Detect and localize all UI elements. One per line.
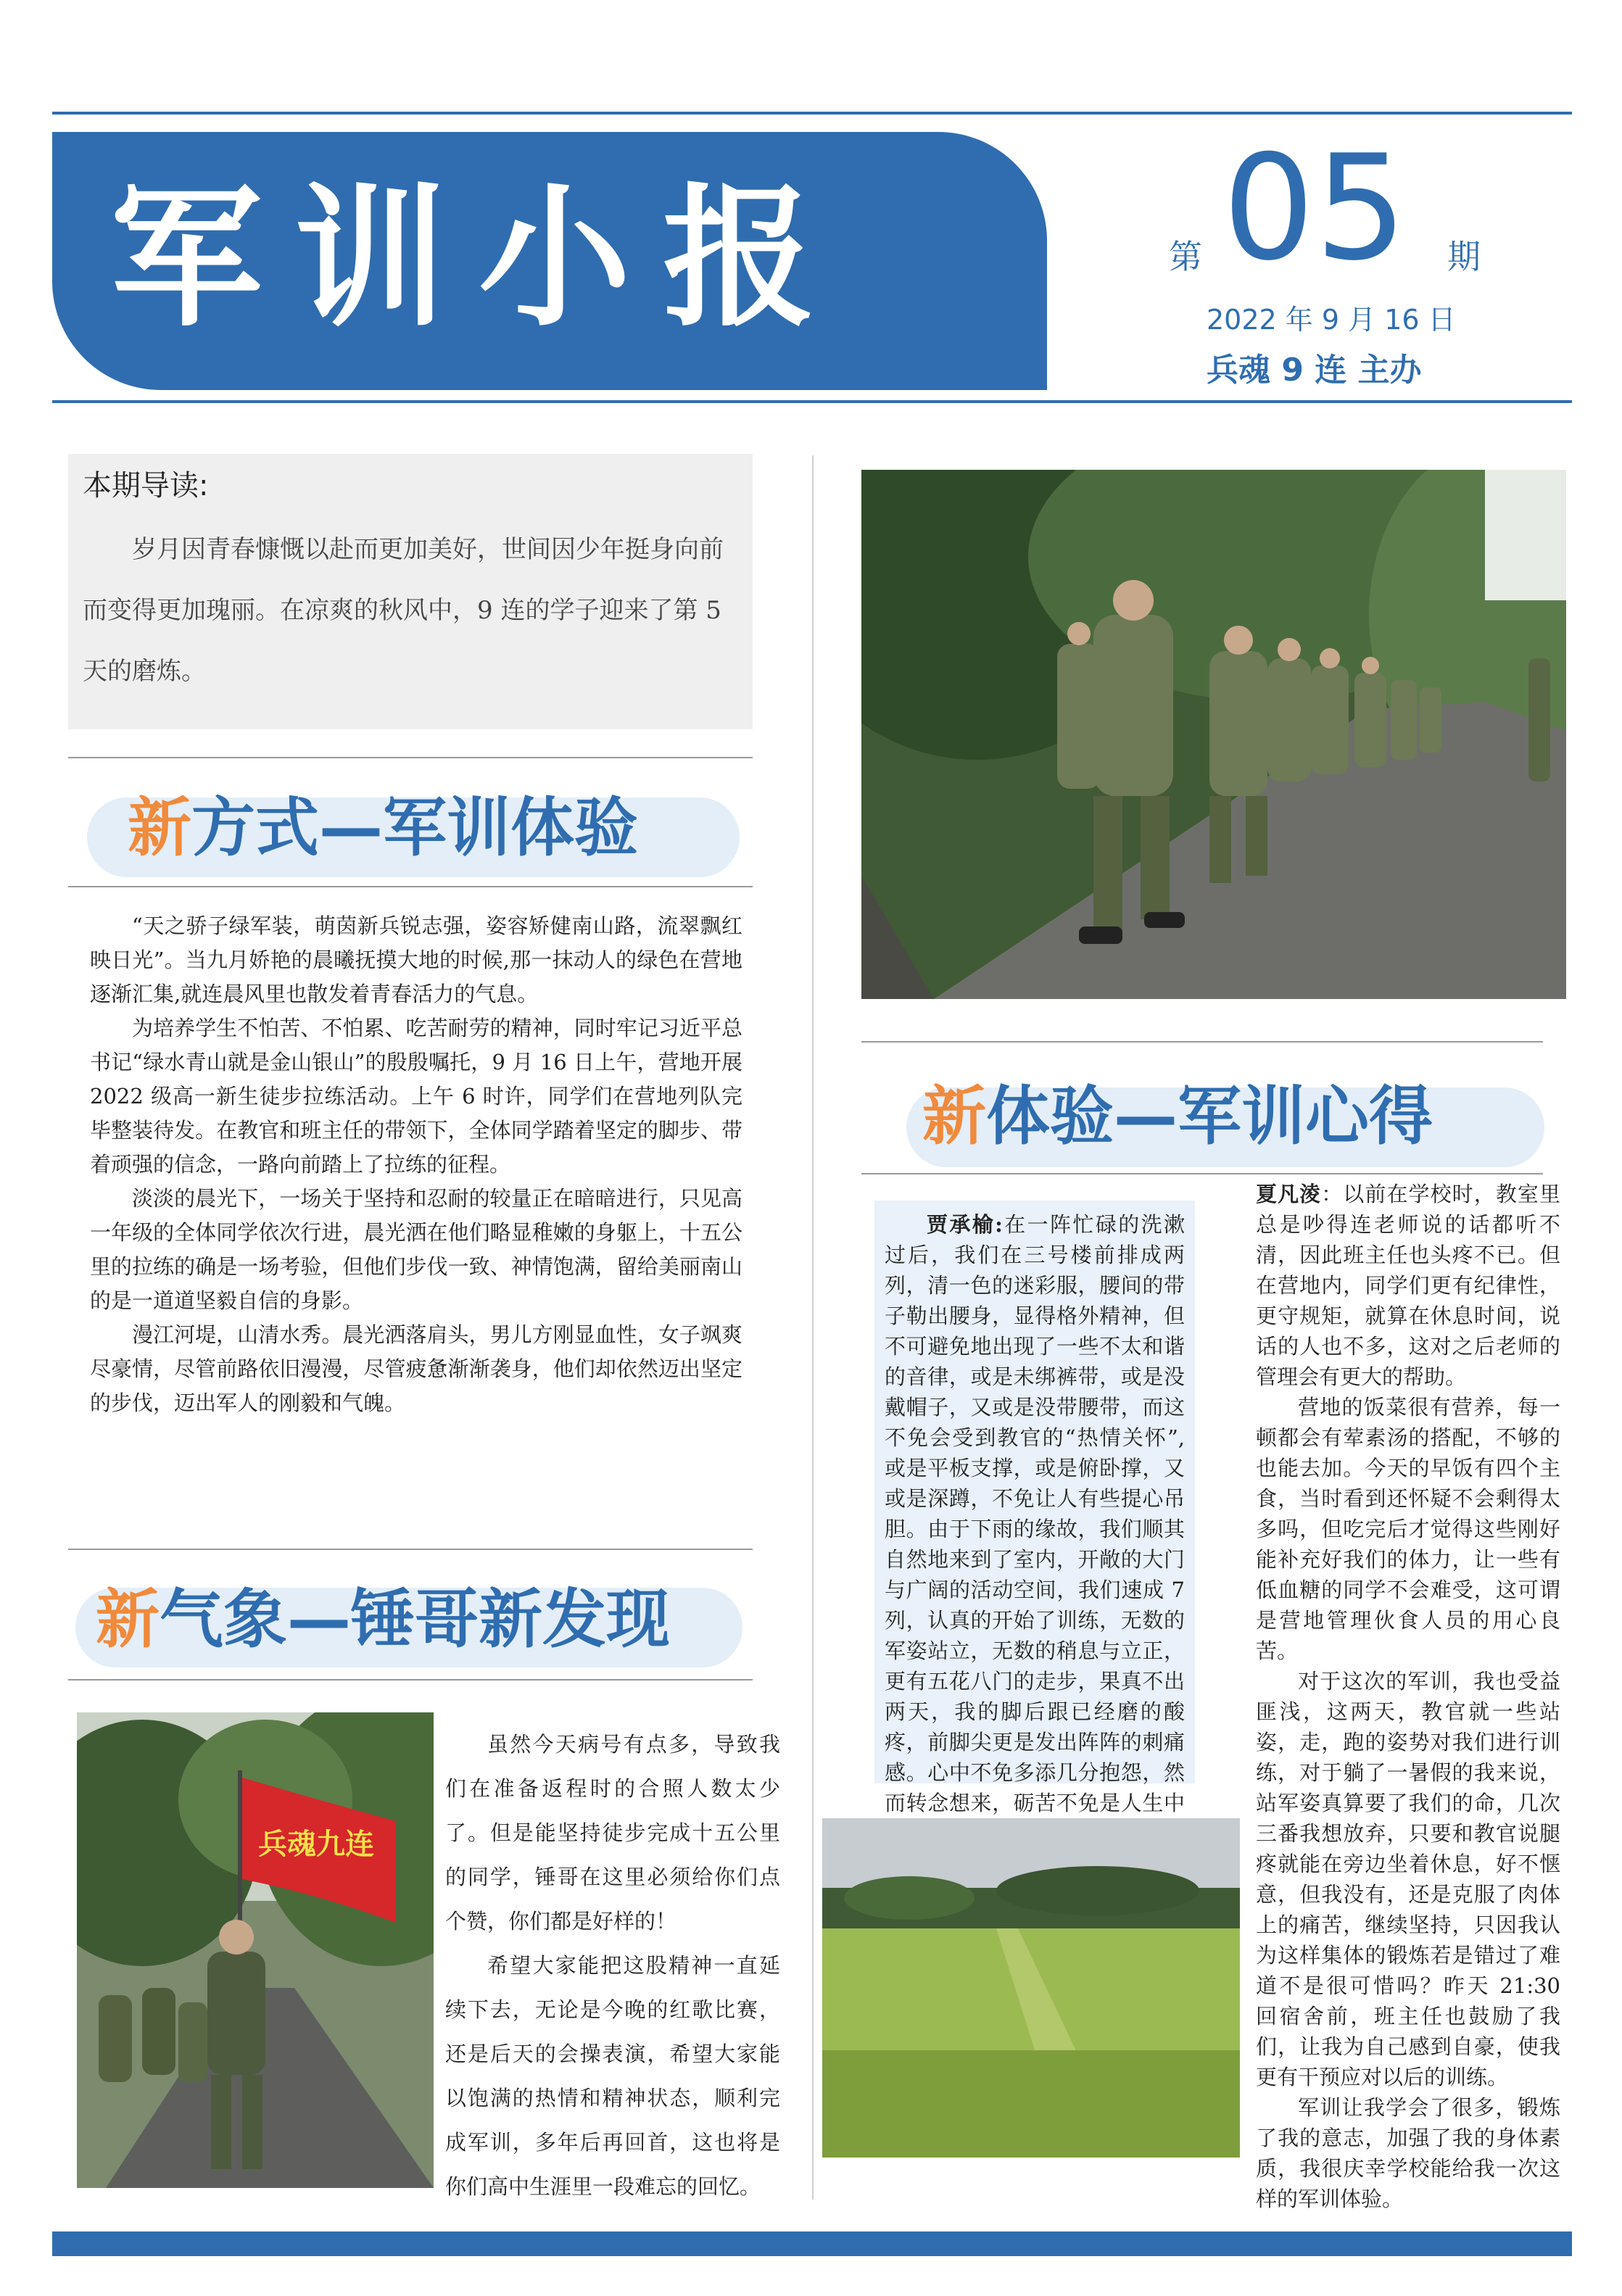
section1-top-rule: [68, 757, 753, 758]
section2-bottom-rule: [68, 1679, 753, 1680]
xia-paragraph: 军训让我学会了很多，锻炼了我的意志，加强了我的身体素质，我很庆幸学校能给我一次这样的军训体验。: [1256, 2095, 1560, 2211]
section1-bottom-rule: [68, 886, 753, 887]
section2-paragraph: 希望大家能把这股精神一直延续下去，无论是今晚的红歌比赛，还是后天的会操表演，希望大家能以饱满的热情和精神状态，顺利完成军训，多年后再回首，这也将是你们高中生涯里一段难忘的回忆。: [445, 1953, 780, 2199]
section3-heading-rest: 体验—军训心得: [986, 1079, 1433, 1153]
guide-box: [68, 454, 753, 729]
xia-paragraph: 营地的饭菜很有营养，每一顿都会有荤素汤的搭配，不够的也能去加。今天的早饭有四个主食，当时看到还怀疑不会剩得太多吗，但吃完后才觉得这些刚好能补充好我们的体力，让一些有低血糖的同学不会难受，这可谓是营地管理伙食人员的用心良苦。: [1256, 1395, 1560, 1663]
guide-text: 岁月因青春慷慨以赴而更加美好，世间因少年挺身向前而变得更加瑰丽。在凉爽的秋风中，9 连的学子迎来了第 5 天的磨炼。: [83, 535, 724, 686]
section1-body: [90, 909, 742, 1420]
section1-paragraph: 为培养学生不怕苦、不怕累、吃苦耐劳的精神，同时牢记习近平总书记“绿水青山就是金山银山”的殷殷嘱托，9 月 16 日上午，营地开展 2022 级高一新生徒步拉练活动。上午 6 时许，同学们在营地列队完毕整装待发。在教官和班主任的带领下，全体同学踏着坚定的脚步、带着顽强的信念，一路向前踏上了拉练的征程。: [90, 1016, 742, 1177]
section2-paragraph: 虽然今天病号有点多，导致我们在准备返程时的合照人数太少了。但是能坚持徒步完成十五公里的同学，锤哥在这里必须给你们点个赞，你们都是好样的！: [445, 1732, 780, 1934]
section3-heading-first: 新: [922, 1079, 987, 1153]
rice-field-illustration: [822, 1818, 1240, 2158]
section2-top-rule: [68, 1549, 753, 1550]
issue-organizer: 兵魂 9 连 主办: [1207, 352, 1422, 389]
footer-bar: [52, 2231, 1572, 2256]
flag-text: 兵魂九连: [258, 1828, 374, 1861]
xia-author: 夏凡淩: [1256, 1182, 1322, 1206]
rice-field-photo: [822, 1818, 1240, 2158]
xia-body: ：以前在学校时，教室里总是吵得连老师说的话都听不清，因此班主任也头疼不已。但在营地内，同学们更有纪律性，更守规矩，就算在休息时间，说话的人也不多，这对之后老师的管理会有更大的帮助。: [1256, 1182, 1560, 1389]
top-rule: [52, 112, 1572, 115]
march-road-illustration: [861, 470, 1566, 999]
section1-heading: [128, 777, 638, 869]
section2-heading-first: 新: [96, 1582, 160, 1657]
jia-note-text: [885, 1209, 1185, 1849]
mast-bottom-rule: [52, 400, 1572, 403]
section3-bottom-rule: [861, 1173, 1543, 1174]
xia-paragraph: 对于这次的军训，我也受益匪浅，这两天，教官就一些站姿，走，跑的姿势对我们进行训练，对于躺了一暑假的我来说，站军姿真算要了我们的命，几次三番我想放弃，只要和教官说腿疼就能在旁边坐着休息，好不惬意，但我没有，还是克服了肉体上的痛苦，继续坚持，只因我认为这样集体的锻炼若是错过了难道不是很可惜吗？昨天 21:30 回宿舍前，班主任也鼓励了我们，让我为自己感到自豪，使我更有干预应对以后的训练。: [1256, 1669, 1560, 2089]
masthead-title: 军训小报: [110, 170, 848, 347]
jia-author: 贾承榆:: [927, 1212, 1003, 1237]
issue-date: 2022 年 9 月 16 日: [1207, 304, 1456, 336]
jia-note-box: [874, 1201, 1195, 1815]
guide-label: 本期导读:: [83, 469, 209, 502]
issue-number: 05: [1222, 124, 1407, 293]
flag-march-illustration: [77, 1712, 434, 2188]
section2-body: [445, 1723, 780, 2209]
section3-heading: [922, 1066, 1433, 1157]
section1-heading-first: 新: [128, 790, 192, 865]
masthead-banner: [52, 132, 1047, 390]
column-divider: [812, 455, 814, 2200]
section3-top-rule: [861, 1041, 1543, 1043]
section2-heading-rest: 气象—锤哥新发现: [160, 1582, 671, 1657]
xia-note-text: [1256, 1179, 1560, 2214]
section1-paragraph: “天之骄子绿军装，萌茵新兵锐志强，姿容矫健南山路，流翠飘红映日光”。当九月娇艳的晨曦抚摸大地的时候,那一抹动人的绿色在营地逐渐汇集,就连晨风里也散发着青春活力的气息。: [90, 913, 742, 1006]
jia-body: 在一阵忙碌的洗漱过后，我们在三号楼前排成两列，清一色的迷彩服，腰间的带子勒出腰身，显得格外精神，但不可避免地出现了一些不太和谐的音律，或是未绑裤带，或是没戴帽子，又或是没带腰带，而这不免会受到教官的“热情关怀”,或是平板支撑，或是俯卧撑，又或是深蹲，不免让人有些提心吊胆。由于下雨的缘故，我们顺其自然地来到了室内，开敞的大门与广阔的活动空间，我们速成 7 列，认真的开始了训练，无数的军姿站立，无数的稍息与立正，更有五花八门的走步，果真不出两天，我的脚后跟已经磨的酸疼，前脚尖更是发出阵阵的刺痛感。心中不免多添几分抱怨，然而转念想来，砺苦不免是人生中: [885, 1212, 1185, 1815]
section1-paragraph: 漫江河堤，山清水秀。晨光洒落肩头，男儿方刚显血性，女子飒爽尽豪情，尽管前路依旧漫漫，尽管疲惫渐渐袭身，他们却依然迈出坚定的步伐，迈出军人的刚毅和气魄。: [90, 1322, 742, 1415]
section2-heading: [96, 1569, 670, 1660]
march-road-photo: [861, 470, 1566, 999]
section1-paragraph: 淡淡的晨光下，一场关于坚持和忍耐的较量正在暗暗进行，只见高一年级的全体同学依次行进，晨光洒在他们略显稚嫩的身躯上，十五公里的拉练的确是一场考验，但他们步伐一致、神情饱满，留给美丽南山的是一道道坚毅自信的身影。: [90, 1186, 742, 1313]
issue-suffix: 期: [1447, 237, 1481, 276]
flag-march-photo: [77, 1712, 434, 2188]
issue-prefix: 第: [1169, 237, 1202, 276]
section1-heading-rest: 方式—军训体验: [191, 790, 639, 865]
